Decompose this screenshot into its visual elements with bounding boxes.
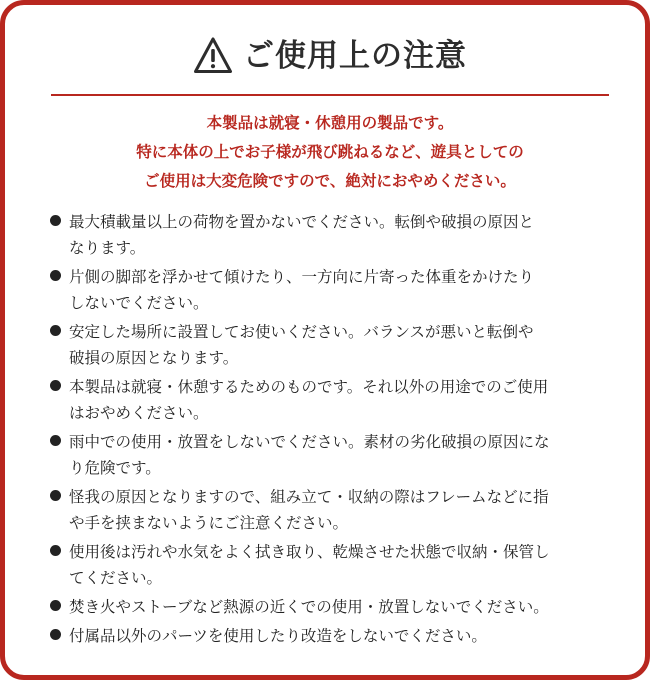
item-line: 怪我の原因となりますので、組み立て・収納の際はフレームなどに指: [69, 488, 549, 506]
item-line: 雨中での使用・放置をしないでください。素材の劣化破損の原因にな: [69, 433, 550, 451]
list-item: [49, 264, 613, 316]
item-line: り危険です。: [69, 459, 161, 477]
bullet-icon: [50, 545, 61, 556]
item-line: 破損の原因となります。: [69, 349, 239, 367]
bullet-icon: [50, 215, 61, 226]
caution-list: [49, 209, 613, 652]
list-item: [49, 594, 613, 620]
notice-line: 本製品は就寝・休憩用の製品です。: [206, 114, 454, 132]
title-divider: [51, 94, 609, 96]
warning-triangle-icon: [193, 36, 233, 76]
caution-header: [5, 29, 650, 83]
item-line: 焚き火やストーブなど熱源の近くでの使用・放置しないでください。: [69, 598, 549, 616]
list-item: [49, 374, 613, 426]
list-item: [49, 623, 613, 649]
list-item: [49, 429, 613, 481]
list-item: [49, 319, 613, 371]
item-line: はおやめください。: [69, 404, 209, 422]
bullet-icon: [50, 490, 61, 501]
bullet-icon: [50, 270, 61, 281]
notice-line: 特に本体の上でお子様が飛び跳ねるなど、遊具としての: [136, 143, 524, 161]
item-line: 最大積載量以上の荷物を置かないでください。転倒や破損の原因と: [69, 213, 535, 231]
item-line: 安定した場所に設置してお使いください。バランスが悪いと転倒や: [69, 323, 534, 341]
bullet-icon: [50, 435, 61, 446]
bullet-icon: [50, 325, 61, 336]
page-title: ご使用上の注意: [243, 37, 467, 74]
bullet-icon: [50, 600, 61, 611]
notice-line: ご使用は大変危険ですので、絶対におやめください。: [144, 172, 516, 190]
item-line: や手を挟まないようにご注意ください。: [69, 514, 349, 532]
list-item: [49, 209, 613, 261]
list-item: [49, 484, 613, 536]
bullet-icon: [50, 380, 61, 391]
item-line: なります。: [69, 239, 146, 257]
bullet-icon: [50, 629, 61, 640]
list-item: [49, 539, 613, 591]
item-line: 片側の脚部を浮かせて傾けたり、一方向に片寄った体重をかけたり: [69, 268, 535, 286]
safety-notice: [5, 109, 650, 196]
item-line: 付属品以外のパーツを使用したり改造をしないでください。: [69, 627, 487, 645]
item-line: しないでください。: [69, 294, 209, 312]
item-line: 本製品は就寝・休憩するためのものです。それ以外の用途でのご使用: [69, 378, 549, 396]
item-line: 使用後は汚れや水気をよく拭き取り、乾燥させた状態で収納・保管し: [69, 543, 550, 561]
item-line: てください。: [69, 569, 163, 587]
